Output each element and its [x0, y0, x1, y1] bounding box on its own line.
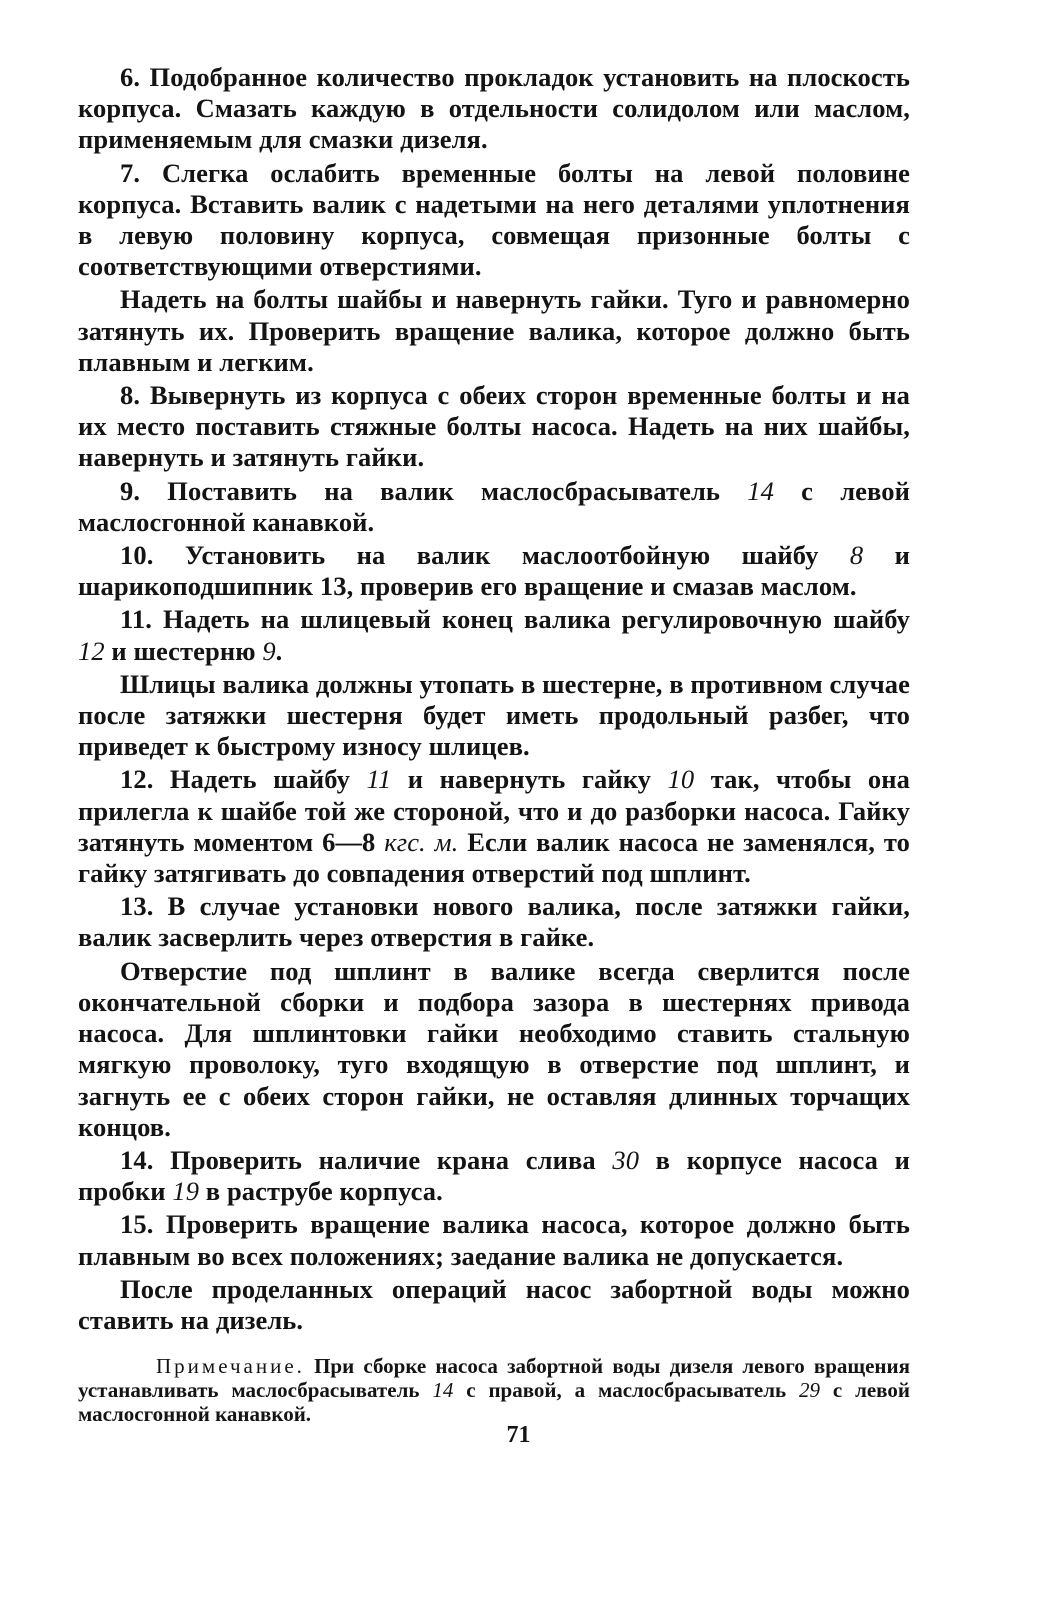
text-segment: Поставить на валик маслосбрасыватель: [167, 475, 748, 506]
reference-number: 11: [366, 764, 392, 795]
paragraph: [78, 380, 910, 474]
text-segment: Слегка ослабить временные болты на левой половине корпуса. Вставить валик с надетыми на него деталями уплотнения в левую половину корпуса, совмещая призонные болты с соответствующими отверстиями.: [78, 157, 910, 282]
reference-number: кгс. м.: [384, 826, 459, 857]
paragraph: [78, 604, 910, 666]
paragraph: [78, 1145, 910, 1207]
text-segment: Проверить наличие крана слива: [170, 1144, 613, 1175]
step-number: 9.: [120, 475, 168, 506]
text-segment: и навернуть гайку: [391, 764, 668, 795]
paragraph: [78, 62, 910, 156]
text-segment: После проделанных операций насос забортной воды можно ставить на дизель.: [78, 1273, 910, 1335]
reference-number: 14: [432, 1378, 454, 1403]
text-segment: Подобранное количество прокладок установить на плоскость корпуса. Смазать каждую в отдельности солидолом или маслом, применяемым для смазки дизеля.: [78, 62, 910, 155]
step-number: 12.: [120, 764, 170, 795]
page-number: 71: [506, 1422, 531, 1448]
step-number: 8.: [120, 380, 150, 411]
text-segment: Надеть шайбу: [169, 764, 367, 795]
text-segment: Надеть на шлицевый конец валика регулировочную шайбу: [162, 604, 910, 635]
paragraph: [78, 158, 910, 283]
step-number: 11.: [120, 604, 163, 635]
page-body: [78, 62, 910, 1426]
reference-number: 10: [667, 764, 695, 795]
text-segment: .: [275, 635, 283, 666]
step-number: 15.: [120, 1209, 166, 1240]
paragraph: [78, 284, 910, 378]
reference-number: 14: [747, 475, 774, 506]
text-segment: в корпусе насоса и пробки: [78, 1144, 910, 1207]
paragraph: [78, 669, 910, 763]
text-segment: в раструбе корпуса.: [199, 1176, 443, 1207]
text-segment: Вывернуть из корпуса с обеих сторон временные болты и на их место поставить стяжные болты насоса. Надеть на них шайбы, навернуть и затянуть гайки.: [78, 380, 910, 473]
note-label: Примечание.: [156, 1354, 305, 1379]
text-segment: так, чтобы она прилегла к шайбе той же стороной, что и до разборки насоса. Гайку затянуть моментом 6—8: [78, 764, 910, 857]
step-number: 13.: [120, 891, 168, 922]
text-segment: Шлицы валика должны утопать в шестерне, в противном случае после затяжки шестерня будет иметь продольный разбег, что приведет к быстрому износу шлицев.: [78, 668, 910, 762]
text-segment: В случае установки нового валика, после затяжки гайки, валик засверлить через отверстия в гайке.: [78, 891, 910, 953]
reference-number: 29: [798, 1378, 820, 1403]
reference-number: 8: [849, 540, 864, 571]
paragraph: [78, 476, 910, 538]
step-number: 10.: [120, 540, 185, 571]
step-number: 6.: [120, 62, 150, 92]
text-segment: Установить на валик маслоотбойную шайбу: [184, 540, 850, 571]
text-segment: При сборке насоса забортной воды дизеля левого вращения устанавливать маслосбрасыватель: [78, 1354, 910, 1403]
reference-number: 19: [172, 1176, 200, 1207]
paragraph: [78, 540, 910, 602]
text-segment: с правой, а маслосбрасыватель: [453, 1378, 799, 1403]
text-segment: Если валик насоса не заменялся, то гайку затягивать до совпадения отверстий под шплинт.: [78, 826, 911, 889]
text-segment: и шарикоподшипник 13, проверив его вращение и смазав маслом.: [78, 540, 911, 602]
text-segment: с левой маслосгонной канавкой.: [78, 475, 910, 537]
footnote: [78, 1354, 910, 1426]
instruction-paragraphs: [78, 62, 910, 1336]
paragraph: [78, 764, 910, 889]
paragraph: [78, 956, 910, 1143]
step-number: 7.: [120, 157, 162, 188]
reference-number: 30: [612, 1144, 640, 1175]
text-segment: с левой маслосгонной канавкой.: [78, 1378, 910, 1427]
reference-number: 9: [262, 635, 276, 666]
reference-number: 12: [78, 635, 105, 666]
text-segment: Отверстие под шплинт в валике всегда сверлится после окончательной сборки и подбора зазора в шестернях привода насоса. Для шплинтовки гайки необходимо ставить стальную мягкую проволоку, туго входящую в отверстие под шплинт, и загнуть ее с обеих сторон гайки, не оставляя длинных торчащих концов.: [78, 955, 910, 1142]
text-segment: Проверить вращение валика насоса, которое должно быть плавным во всех положениях; заедание валика не допускается.: [78, 1209, 910, 1271]
step-number: 14.: [120, 1144, 171, 1175]
text-segment: Надеть на болты шайбы и навернуть гайки. Туго и равномерно затянуть их. Проверить вращение валика, которое должно быть плавным и легким.: [78, 284, 910, 377]
paragraph: [78, 1274, 910, 1336]
paragraph: [78, 891, 910, 953]
text-segment: и шестерню: [104, 635, 263, 666]
paragraph: [78, 1209, 910, 1271]
